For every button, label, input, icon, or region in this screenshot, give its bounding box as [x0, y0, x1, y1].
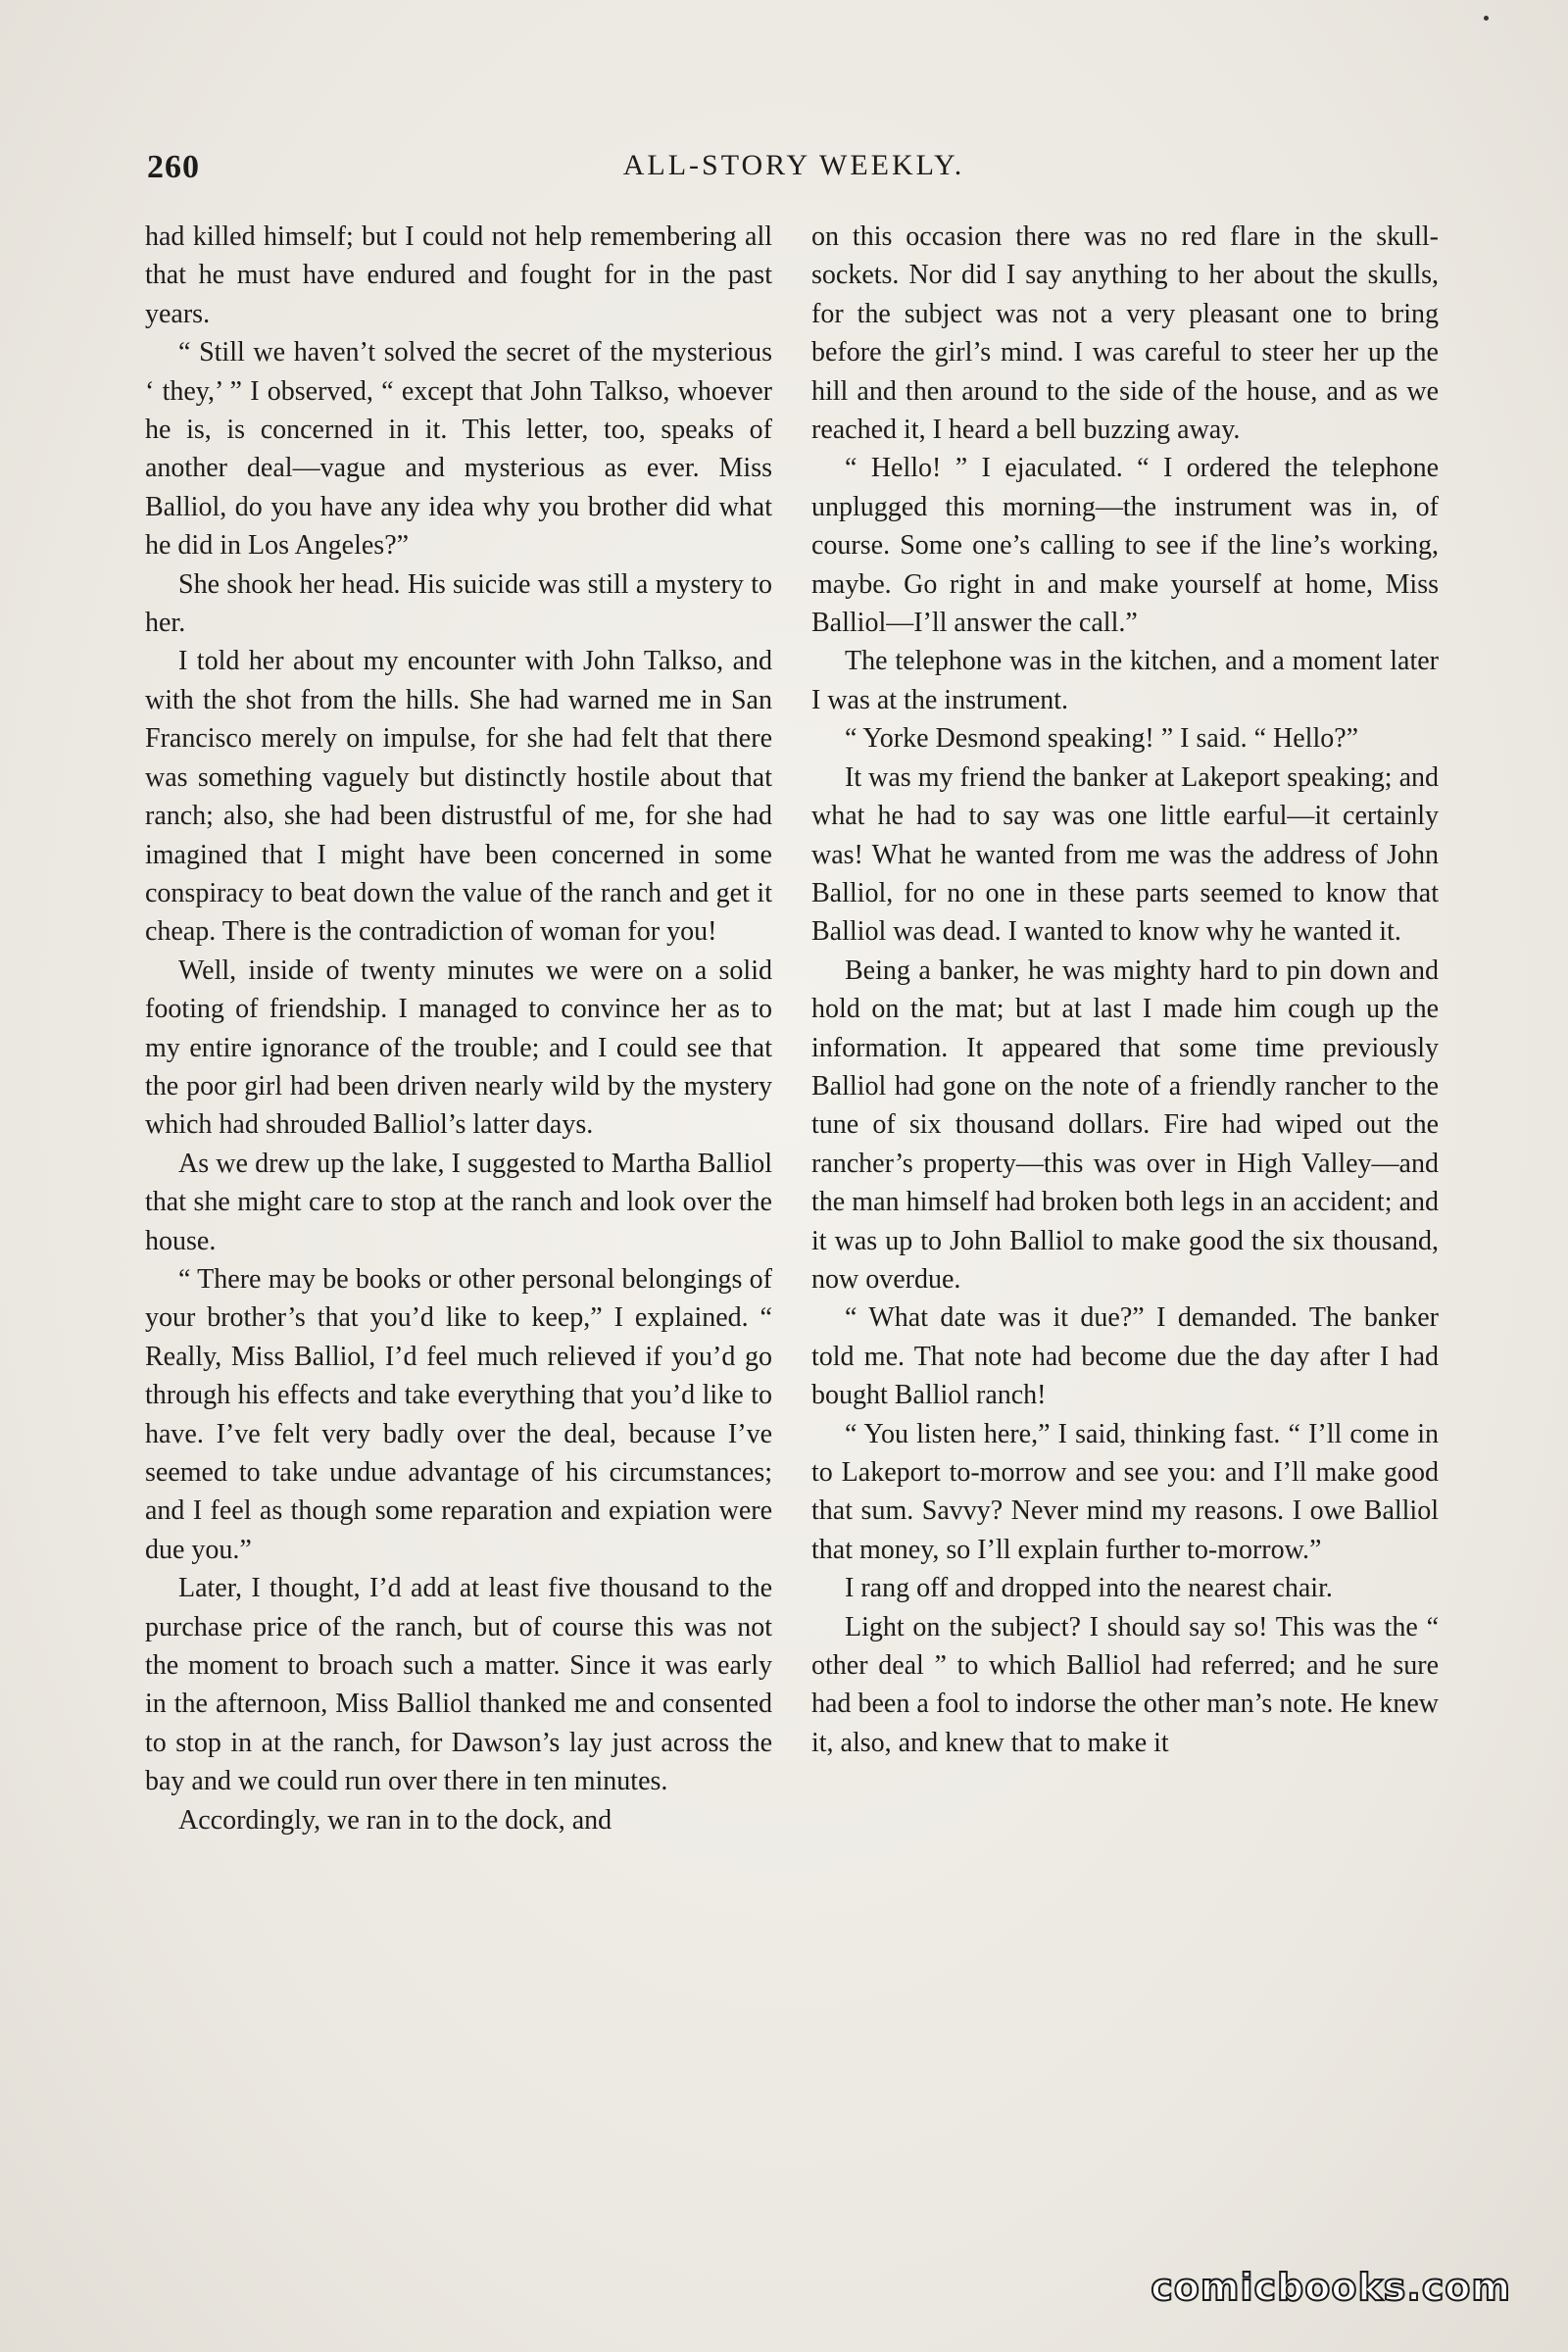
paragraph: had killed himself; but I could not help remembering all that he must have endured and fought for in the past years.: [145, 221, 772, 329]
paragraph: I rang off and dropped into the nearest chair.: [845, 1573, 1333, 1604]
site-watermark: comicbooks.com: [1151, 2266, 1511, 2309]
paragraph: As we drew up the lake, I suggested to Martha Balliol that she might care to stop at the ranch and look over the house.: [145, 1148, 772, 1256]
paragraph: “ Still we haven’t solved the secret of the mysterious ‘ they,’ ” I observed, “ except that John Talkso, whoever he is, is concerned in it. This letter, too, speaks of another deal—vague and mysterious as ever. Miss Balliol, do you have any idea why you brother did what he did in Los Angeles?”: [145, 337, 772, 562]
paragraph: “ Hello! ” I ejaculated. “ I ordered the telephone unplugged this morning—the instrument was in, of course. Some one’s calling to see if the line’s working, maybe. Go right in and make yourself at home, Miss Balliol—I’ll answer the call.”: [811, 453, 1439, 639]
paragraph: Light on the subject? I should say so! This was the “ other deal ” to which Balliol had referred; and he sure had been a fool to indorse the other man’s note. He knew it, also, and knew that to make it: [811, 1611, 1439, 1758]
paragraph: “ There may be books or other personal belongings of your brother’s that you’d like to keep,” I explained. “ Really, Miss Balliol, I’d feel much relieved if you’d go through his effects and take everything that you’d like to have. I’ve felt very badly over the deal, because I’ve seemed to take undue advantage of his circumstances; and I feel as though some reparation and expiation were due you.”: [145, 1263, 772, 1565]
paragraph: Well, inside of twenty minutes we were on a solid footing of friendship. I managed to convince her as to my entire ignorance of the trouble; and I could see that the poor girl had been driven nearly wild by the mystery which had shrouded Balliol’s latter days.: [145, 955, 772, 1141]
left-column: [145, 218, 772, 1839]
paragraph: It was my friend the banker at Lakeport speaking; and what he had to say was one little earful—it certainly was! What he wanted from me was the address of John Balliol, for no one in these parts seemed to know that Balliol was dead. I wanted to know why he wanted it.: [811, 761, 1439, 948]
paragraph: “ What date was it due?” I demanded. The banker told me. That note had become due the day after I had bought Balliol ranch!: [811, 1302, 1439, 1411]
paragraph: “ Yorke Desmond speaking! ” I said. “ Hello?”: [845, 723, 1359, 755]
paragraph: The telephone was in the kitchen, and a moment later I was at the instrument.: [811, 646, 1439, 715]
paragraph: She shook her head. His suicide was still a mystery to her.: [145, 568, 772, 639]
paragraph: on this occasion there was no red flare in the skull-sockets. Nor did I say anything to her about the skulls, for the subject was not a very pleasant one to bring before the girl’s mind. I was careful to steer her up the hill and then around to the side of the house, and as we reached it, I heard a bell buzzing away.: [811, 221, 1439, 446]
paragraph: I told her about my encounter with John Talkso, and with the shot from the hills. She had warned me in San Francisco merely on impulse, for she had felt that there was something vaguely but distinctly hostile about that ranch; also, she had been distrustful of me, for she had imagined that I might have been concerned in some conspiracy to beat down the value of the ranch and get it cheap. There is the contradiction of woman for you!: [145, 646, 772, 948]
paragraph: Later, I thought, I’d add at least five thousand to the purchase price of the ranch, but of course this was not the moment to broach such a matter. Since it was early in the afternoon, Miss Balliol thanked me and consented to stop in at the ranch, for Dawson’s lay just across the bay and we could run over there in ten minutes.: [145, 1573, 772, 1797]
running-title: ALL-STORY WEEKLY.: [622, 149, 965, 181]
page-number: 260: [147, 149, 200, 185]
paragraph: Accordingly, we ran in to the dock, and: [178, 1804, 612, 1836]
paragraph: “ You listen here,” I said, thinking fast. “ I’ll come in to Lakeport to-morrow and see you: and I’ll make good that sum. Savvy? Never mind my reasons. I owe Balliol that money, so I’ll explain further to-morrow.”: [811, 1418, 1439, 1565]
page-header: [147, 149, 1441, 198]
right-column: [811, 218, 1439, 1762]
print-speck: [1484, 16, 1489, 21]
paragraph: Being a banker, he was mighty hard to pin down and hold on the mat; but at last I made him cough up the information. It appeared that some time previously Balliol had gone on the note of a friendly rancher to the tune of six thousand dollars. Fire had wiped out the rancher’s property—this was over in High Valley—and the man himself had broken both legs in an accident; and it was up to John Balliol to make good the six thousand, now overdue.: [811, 955, 1439, 1295]
